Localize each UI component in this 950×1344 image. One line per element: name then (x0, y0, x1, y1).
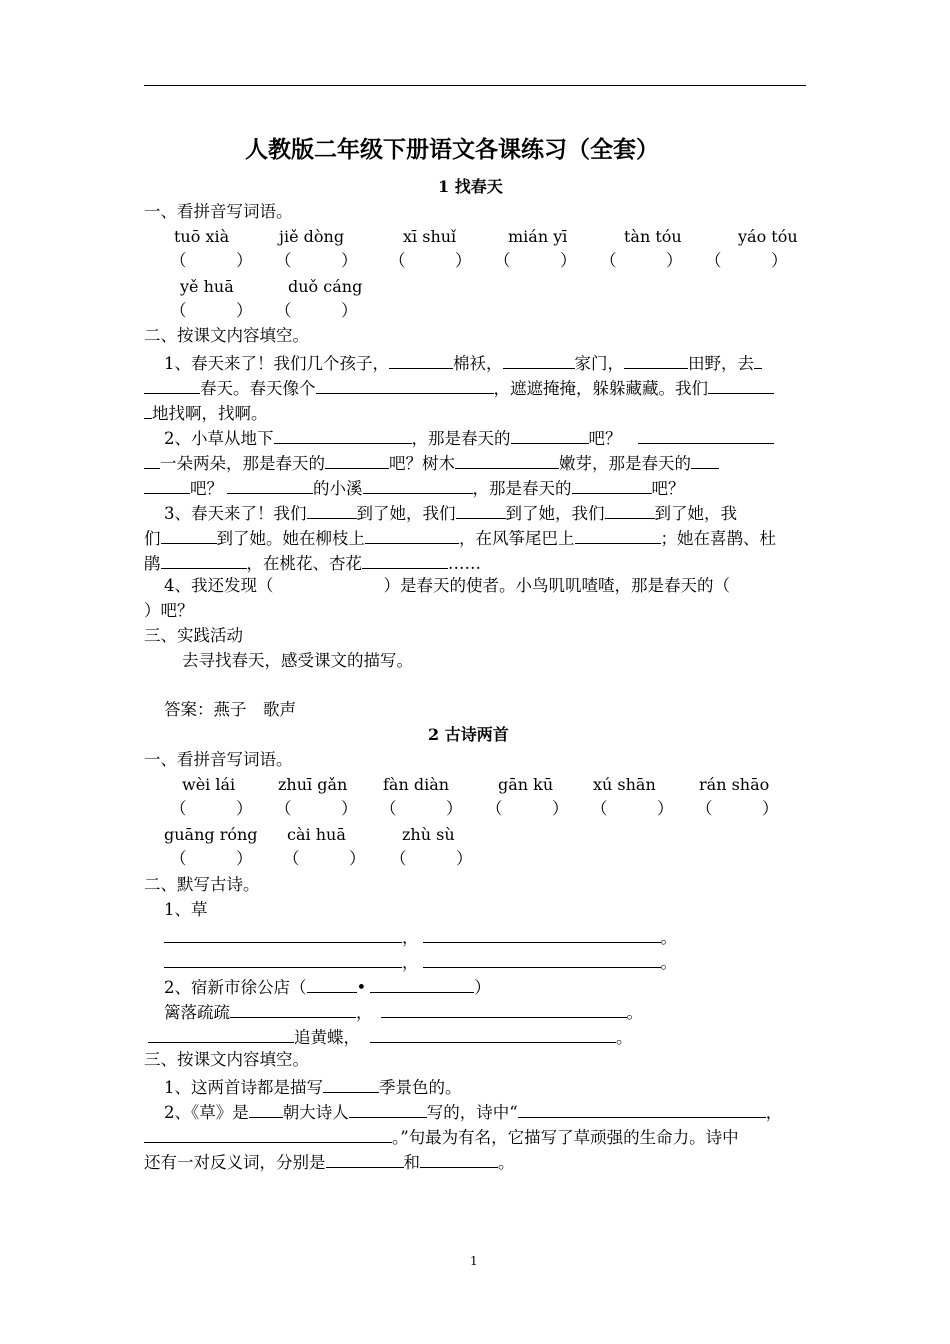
answer-paren[interactable]: （ ） (380, 799, 463, 818)
fill-2-line-1: 2、《草》是 朝大诗人 写的，诗中“ ， (164, 1100, 782, 1123)
fill-1: 1、这两首诗都是描写 季景色的。 (164, 1075, 462, 1098)
document-title: 人教版二年级下册语文各课练习（全套） (245, 136, 659, 163)
answer-paren[interactable]: （ ） (591, 799, 674, 818)
answer-paren[interactable]: （ ） (275, 251, 358, 270)
top-rule (144, 85, 806, 86)
lesson-1-title: 1 找春天 (438, 177, 503, 196)
poem-2-line-2: 追黄蝶， 。 (148, 1025, 633, 1048)
poem-1-title: 1、草 (164, 900, 208, 919)
answer-paren[interactable]: （ ） (170, 849, 253, 868)
pinyin: tàn tóu (624, 227, 682, 246)
answer-paren[interactable]: （ ） (494, 251, 577, 270)
question-2-line-2: 一朵两朵，那是春天的 吧？树木 嫩芽，那是春天的 (144, 451, 719, 474)
question-2-line-1: 2、小草从地下 ，那是春天的 吧？ (164, 426, 774, 449)
answer-paren[interactable]: （ ） (696, 799, 779, 818)
pinyin: gān kū (498, 775, 554, 794)
answer-paren[interactable]: （ ） (170, 251, 253, 270)
lesson-1-section-1: 一、看拼音写词语。 (144, 202, 293, 221)
pinyin: xī shuǐ (403, 227, 457, 246)
poem-2-title: 2、宿新市徐公店（ • ） (164, 975, 491, 998)
activity-text: 去寻找春天，感受课文的描写。 (182, 651, 413, 670)
pinyin: zhuī gǎn (278, 775, 348, 794)
answer-paren[interactable]: （ ） (275, 301, 358, 320)
pinyin: fàn diàn (383, 775, 450, 794)
lesson-1-section-3: 三、实践活动 (144, 626, 243, 645)
question-1-line-1: 1、春天来了！我们几个孩子， 棉袄， 家门， 田野，去 (164, 351, 762, 374)
question-2-line-3: 吧？ 的小溪 ，那是春天的 吧？ (144, 476, 685, 499)
pinyin: rán shāo (699, 775, 770, 794)
page-number: 1 (470, 1254, 478, 1268)
pinyin: zhù sù (402, 825, 455, 844)
question-3-line-2: 们 到了她。她在柳枝上 ，在风筝尾巴上 ；她在喜鹊、杜 (144, 526, 776, 549)
answer-paren[interactable]: （ ） (275, 799, 358, 818)
answer-paren[interactable]: （ ） (390, 849, 473, 868)
lesson-2-title: 2 古诗两首 (428, 725, 509, 744)
answer-paren[interactable]: （ ） (705, 251, 788, 270)
question-1-line-3: 地找啊，找啊。 (144, 401, 268, 424)
pinyin: guāng róng (164, 825, 258, 844)
poem-2-line-1: 篱落疏疏 ， 。 (164, 1000, 643, 1023)
question-3-line-3: 鹃 ，在桃花、杏花 …… (144, 551, 481, 574)
lesson-2-section-2: 二、默写古诗。 (144, 875, 260, 894)
answer-paren[interactable]: （ ） (389, 251, 472, 270)
poem-1-line-2: ， 。 (164, 950, 677, 973)
question-3-line-1: 3、春天来了！我们 到了她，我们 到了她，我们 到了她，我 (164, 501, 737, 524)
answer-paren[interactable]: （ ） (600, 251, 683, 270)
answer-paren[interactable]: （ ） (170, 301, 253, 320)
pinyin: wèi lái (182, 775, 236, 794)
pinyin: mián yī (508, 227, 568, 246)
pinyin: tuō xià (174, 227, 230, 246)
fill-2-line-3: 还有一对反义词，分别是 和 。 (144, 1150, 515, 1173)
answer-key: 答案：燕子 歌声 (164, 700, 296, 719)
pinyin: cài huā (287, 825, 346, 844)
question-1-line-2: 春天。春天像个 ，遮遮掩掩，躲躲藏藏。我们 (144, 376, 774, 399)
answer-paren[interactable]: （ ） (283, 849, 366, 868)
lesson-2-section-3: 三、按课文内容填空。 (144, 1050, 309, 1069)
question-4-line-1: 4、我还发现（ ）是春天的使者。小鸟叽叽喳喳，那是春天的（ (164, 576, 730, 595)
pinyin: xú shān (593, 775, 656, 794)
pinyin: yě huā (180, 277, 234, 296)
fill-2-line-2: 。”句最为有名，它描写了草顽强的生命力。诗中 (144, 1125, 739, 1148)
poem-1-line-1: ， 。 (164, 925, 677, 948)
question-4-line-2: ）吧？ (144, 601, 194, 620)
pinyin: jiě dòng (279, 227, 345, 246)
answer-paren[interactable]: （ ） (170, 799, 253, 818)
pinyin: duǒ cáng (288, 277, 363, 296)
lesson-1-section-2: 二、按课文内容填空。 (144, 326, 309, 345)
pinyin: yáo tóu (738, 227, 798, 246)
lesson-2-section-1: 一、看拼音写词语。 (144, 750, 293, 769)
answer-paren[interactable]: （ ） (486, 799, 569, 818)
